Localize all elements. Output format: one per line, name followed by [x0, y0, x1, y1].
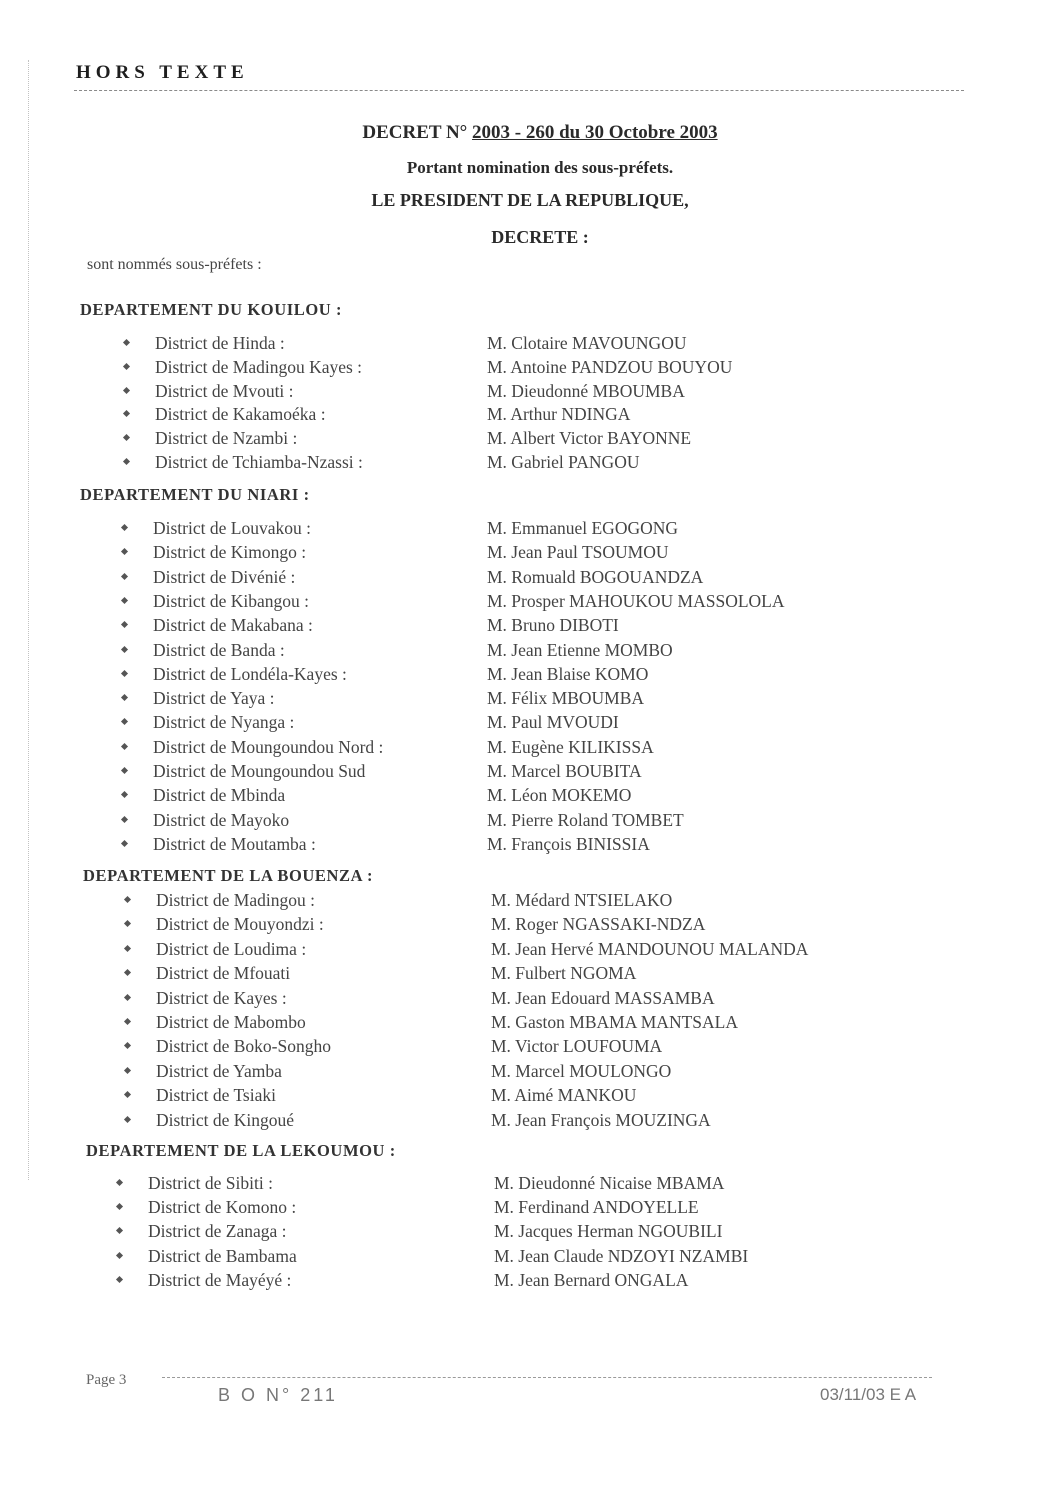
appointee-name: M. Félix MBOUMBA — [487, 688, 645, 709]
appointee-name: M. Jean François MOUZINGA — [491, 1109, 711, 1130]
appointee-name: M. Jean Claude NDZOYI NZAMBI — [494, 1245, 749, 1266]
bullet-icon — [121, 645, 128, 652]
appointee-name: M. Pierre Roland TOMBET — [487, 809, 684, 830]
list-item — [153, 566, 704, 588]
appointee-name: M. Aimé MANKOU — [491, 1085, 637, 1106]
district-name: District de Sibiti : — [148, 1173, 273, 1193]
district-name: District de Hinda : — [155, 333, 285, 353]
appointee-name: M. Jean Paul TSOUMOU — [487, 542, 669, 563]
bullet-icon — [116, 1227, 123, 1234]
bullet-icon — [121, 597, 128, 604]
district-name: District de Tchiamba-Nzassi : — [155, 452, 363, 472]
intro-text: sont nommés sous-préfets : — [87, 256, 262, 273]
bullet-icon — [121, 791, 128, 798]
bullet-icon — [123, 339, 130, 346]
appointee-name: M. Gaston MBAMA MANTSALA — [491, 1012, 738, 1032]
footer-page-number: Page 3 — [86, 1372, 127, 1388]
district-name: District de Zanaga : — [148, 1221, 287, 1242]
district-name: District de Divénié : — [153, 566, 296, 587]
decrete-heading: DECRETE : — [491, 227, 589, 247]
list-item — [153, 518, 679, 539]
list-item — [153, 590, 785, 612]
appointee-name: M. Emmanuel EGOGONG — [487, 518, 679, 538]
bullet-icon — [123, 387, 130, 394]
district-name: District de Mbinda — [153, 785, 286, 806]
bullet-icon — [121, 694, 128, 701]
list-item — [153, 663, 649, 685]
bullet-icon — [123, 363, 130, 370]
district-name: District de Mouyondzi : — [156, 914, 324, 935]
appointee-name: M. Marcel MOULONGO — [491, 1060, 672, 1081]
appointee-name: M. Paul MVOUDI — [487, 712, 619, 733]
bullet-icon — [124, 920, 131, 927]
bullet-icon — [124, 969, 131, 976]
bullet-icon — [116, 1276, 123, 1283]
bullet-icon — [121, 840, 128, 847]
list-item — [153, 736, 654, 758]
decree-prefix: DECRET N° — [362, 122, 468, 143]
list-item — [156, 1085, 637, 1106]
district-name: District de Yamba — [156, 1060, 282, 1081]
bullet-icon — [124, 1067, 131, 1074]
appointee-name: M. Clotaire MAVOUNGOU — [487, 333, 687, 353]
decree-subtitle: Portant nomination des sous-préfets. — [406, 158, 674, 177]
district-name: District de Kimongo : — [153, 542, 307, 563]
list-item — [148, 1245, 749, 1267]
list-item — [156, 890, 673, 911]
district-name: District de Moungoundou Sud — [153, 761, 366, 781]
list-item — [156, 1036, 663, 1057]
bullet-icon — [121, 767, 128, 774]
district-name: District de Kibangou : — [153, 590, 310, 611]
list-item — [156, 1012, 738, 1033]
appointee-name: M. Prosper MAHOUKOU MASSOLOLA — [487, 590, 785, 611]
district-name: District de Boko-Songho — [156, 1036, 331, 1057]
list-item — [153, 833, 650, 855]
list-item — [156, 1109, 711, 1131]
department-heading: DEPARTEMENT DU NIARI : — [80, 485, 310, 504]
header-divider — [74, 90, 964, 91]
department-heading: DEPARTEMENT DE LA BOUENZA : — [83, 866, 374, 885]
district-name: District de Bambama — [148, 1245, 297, 1266]
bullet-icon — [121, 621, 128, 628]
appointee-name: M. Dieudonné Nicaise MBAMA — [494, 1173, 725, 1193]
list-item — [153, 688, 645, 709]
page-header: HORS TEXTE — [76, 62, 249, 83]
president-heading: LE PRESIDENT DE LA REPUBLIQUE, — [371, 190, 689, 210]
district-name: District de Makabana : — [153, 615, 313, 636]
bullet-icon — [124, 1116, 131, 1123]
appointee-name: M. Jean Hervé MANDOUNOU MALANDA — [491, 938, 809, 959]
district-name: District de Louvakou : — [153, 518, 311, 538]
appointee-name: M. Jean Edouard MASSAMBA — [491, 987, 715, 1008]
bullet-icon — [123, 458, 130, 465]
district-name: District de Banda : — [153, 639, 285, 660]
district-name: District de Yaya : — [153, 688, 275, 709]
list-item — [153, 639, 673, 661]
list-item — [155, 380, 685, 402]
list-item — [156, 938, 809, 960]
bullet-icon — [123, 434, 130, 441]
department-heading: DEPARTEMENT DE LA LEKOUMOU : — [86, 1141, 396, 1160]
appointee-name: M. Roger NGASSAKI-NDZA — [491, 914, 706, 935]
appointee-name: M. Jean Blaise KOMO — [487, 663, 649, 684]
list-item — [156, 1060, 672, 1082]
appointee-name: M. Antoine PANDZOU BOUYOU — [487, 356, 733, 377]
bullet-icon — [121, 573, 128, 580]
bullet-icon — [123, 410, 130, 417]
bullet-icon — [116, 1252, 123, 1259]
list-item — [148, 1221, 723, 1242]
bullet-icon — [121, 548, 128, 555]
bullet-icon — [124, 1042, 131, 1049]
bullet-icon — [116, 1179, 123, 1186]
appointee-name: M. François BINISSIA — [487, 833, 650, 854]
district-name: District de Nzambi : — [155, 428, 298, 449]
bullet-icon — [121, 524, 128, 531]
district-name: District de Nyanga : — [153, 712, 295, 733]
appointee-name: M. Romuald BOGOUANDZA — [487, 566, 704, 587]
list-item — [156, 914, 706, 935]
district-name: District de Mayoko — [153, 809, 290, 830]
appointee-name: M. Jean Bernard ONGALA — [494, 1269, 689, 1290]
list-item — [156, 963, 637, 984]
bullet-icon — [121, 743, 128, 750]
footer-date: 03/11/03 E A — [820, 1385, 917, 1404]
district-name: District de Mfouati — [156, 963, 291, 984]
appointee-name: M. Victor LOUFOUMA — [491, 1036, 663, 1057]
district-name: District de Loudima : — [156, 938, 307, 959]
bullet-icon — [121, 718, 128, 725]
appointee-name: M. Jacques Herman NGOUBILI — [494, 1221, 723, 1242]
appointee-name: M. Fulbert NGOMA — [491, 963, 637, 984]
decree-title — [10, 122, 1060, 144]
appointee-name: M. Léon MOKEMO — [487, 785, 632, 806]
footer-divider — [162, 1377, 932, 1378]
district-name: District de Moutamba : — [153, 833, 316, 854]
bullet-icon — [121, 816, 128, 823]
appointee-name: M. Bruno DIBOTI — [487, 615, 619, 636]
district-name: District de Mabombo — [156, 1012, 306, 1032]
department-heading: DEPARTEMENT DU KOUILOU : — [80, 300, 343, 319]
district-name: District de Kakamoéka : — [155, 404, 326, 425]
district-name: District de Madingou Kayes : — [155, 356, 363, 377]
list-item — [148, 1173, 725, 1194]
list-item — [155, 404, 631, 425]
bullet-icon — [124, 1018, 131, 1025]
appointee-name: M. Ferdinand ANDOYELLE — [494, 1197, 699, 1218]
list-item — [153, 712, 619, 733]
list-item — [155, 428, 692, 449]
district-name: District de Mayéyé : — [148, 1269, 292, 1290]
appointee-name: M. Albert Victor BAYONNE — [487, 428, 692, 449]
district-name: District de Moungoundou Nord : — [153, 736, 384, 757]
list-item — [155, 333, 687, 354]
list-item — [155, 356, 733, 378]
bullet-icon — [124, 994, 131, 1001]
list-item — [155, 452, 640, 473]
district-name: District de Komono : — [148, 1197, 297, 1218]
district-name: District de Mvouti : — [155, 380, 294, 401]
appointee-name: M. Arthur NDINGA — [487, 404, 631, 425]
appointee-name: M. Médard NTSIELAKO — [491, 890, 673, 910]
list-item — [156, 987, 715, 1009]
bullet-icon — [116, 1203, 123, 1210]
decree-number: 2003 - 260 du 30 Octobre 2003 — [472, 122, 718, 143]
list-item — [153, 615, 619, 636]
appointee-name: M. Gabriel PANGOU — [487, 452, 640, 472]
footer-bulletin: B O N° 211 — [218, 1385, 338, 1405]
district-name: District de Madingou : — [156, 890, 315, 910]
bullet-icon — [124, 1091, 131, 1098]
bullet-icon — [124, 945, 131, 952]
appointee-name: M. Marcel BOUBITA — [487, 761, 642, 781]
district-name: District de Kingoué — [156, 1109, 295, 1130]
list-item — [148, 1197, 699, 1218]
list-item — [153, 542, 669, 563]
bullet-icon — [124, 896, 131, 903]
appointee-name: M. Jean Etienne MOMBO — [487, 639, 673, 660]
list-item — [153, 809, 684, 831]
district-name: District de Kayes : — [156, 987, 287, 1008]
appointee-name: M. Dieudonné MBOUMBA — [487, 380, 685, 401]
bullet-icon — [121, 670, 128, 677]
appointee-name: M. Eugène KILIKISSA — [487, 736, 654, 757]
list-item — [148, 1269, 689, 1291]
district-name: District de Tsiaki — [156, 1085, 276, 1106]
list-item — [153, 785, 632, 806]
list-item — [153, 761, 642, 782]
district-name: District de Londéla-Kayes : — [153, 663, 347, 684]
